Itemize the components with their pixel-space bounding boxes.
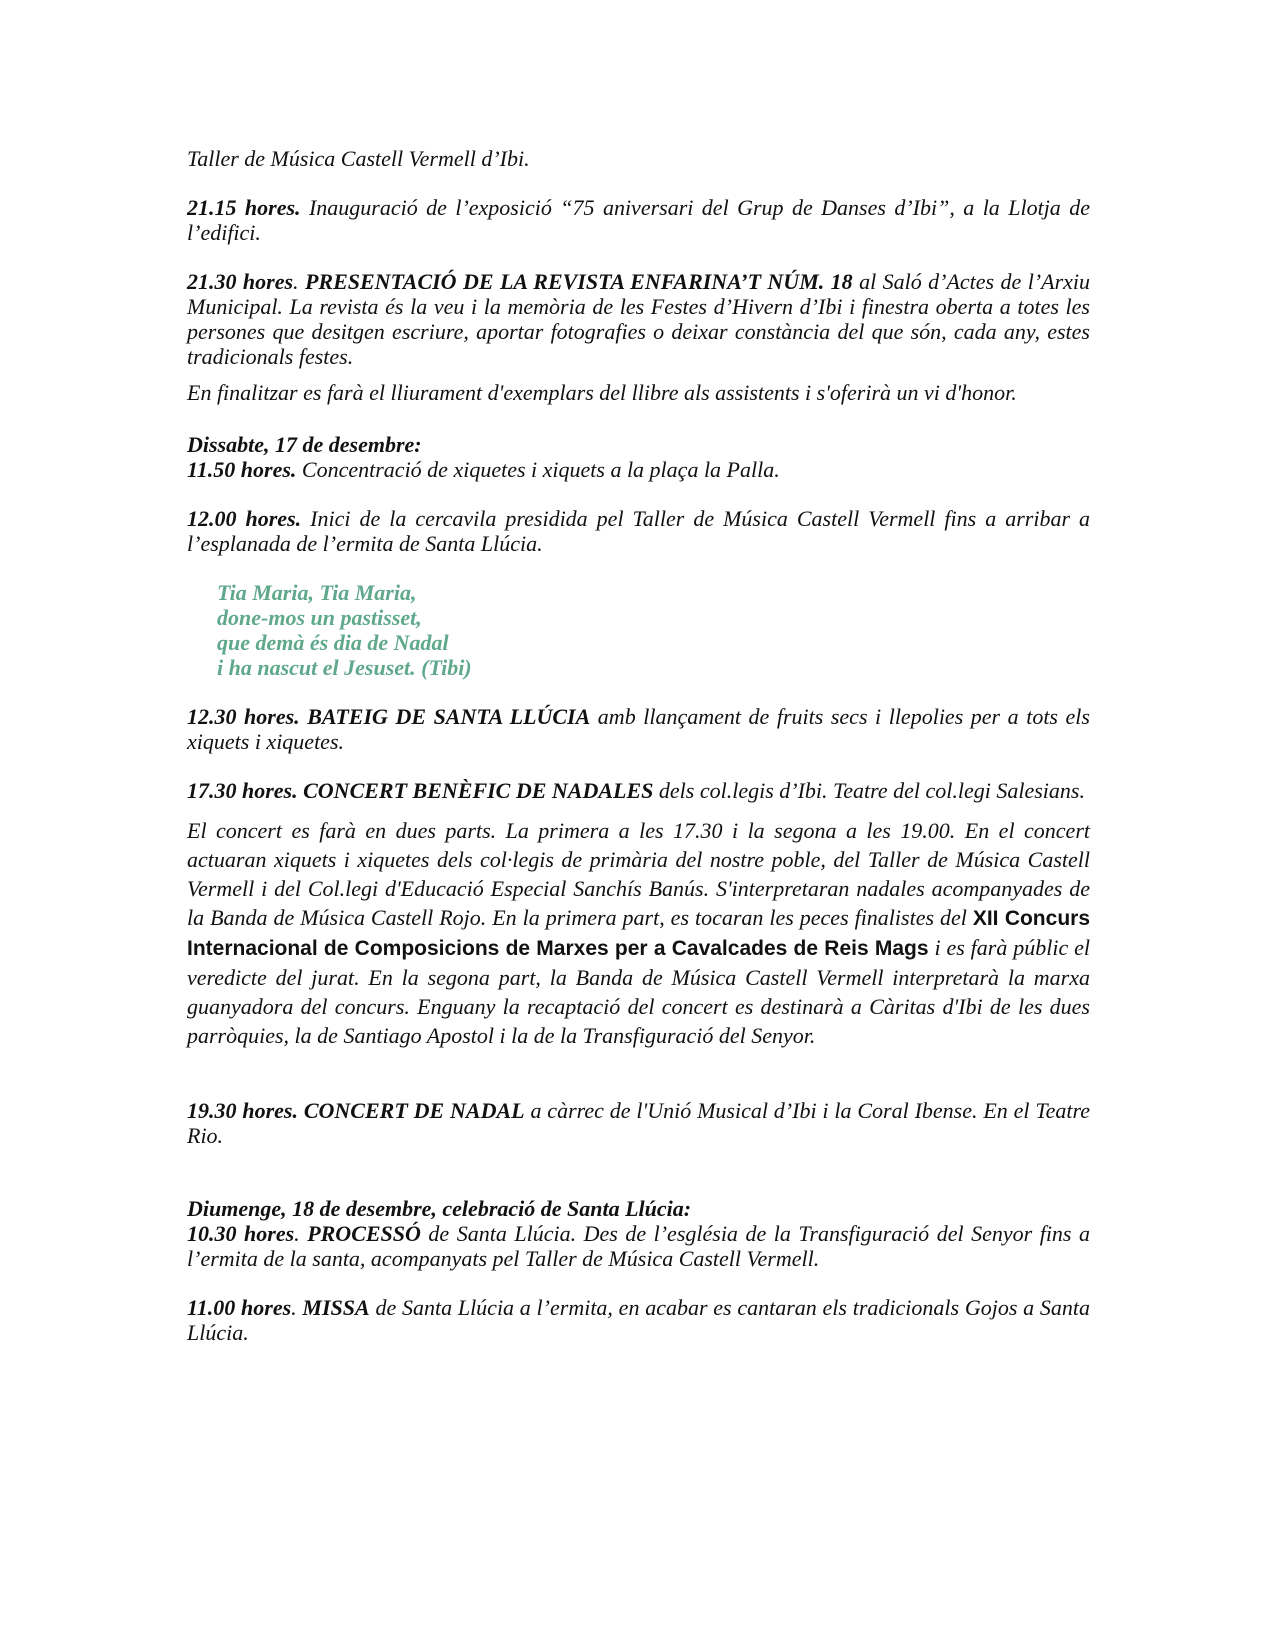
- event-text: Inauguració de l’exposició “75 aniversari del Grup de Danses d’Ibi”, a la Llotja de l’edifici.: [187, 195, 1090, 245]
- event-1150: [187, 457, 1090, 482]
- event-text: a càrrec de l'Unió Musical d’Ibi i la Coral Ibense. En el Teatre Rio.: [187, 1098, 1090, 1148]
- event-text: de Santa Llúcia a l’ermita, en acabar es cantaran els tradicionals Gojos a Santa Llúcia.: [187, 1295, 1090, 1345]
- event-time: 21.15 hores.: [187, 195, 301, 220]
- event-time: 10.30 hores: [187, 1221, 295, 1246]
- poem: [217, 580, 1090, 680]
- concert-description: [187, 816, 1090, 1050]
- event-1200: [187, 506, 1090, 556]
- event-time: 11.00 hores: [187, 1295, 292, 1320]
- event-time: 11.50 hores.: [187, 457, 297, 482]
- event-title: MISSA: [302, 1295, 370, 1320]
- event-1030: [187, 1221, 1090, 1271]
- event-sep: .: [294, 1221, 308, 1246]
- event-text: al Saló d’Actes de l’Arxiu Municipal. La revista és la veu i la memòria de les Festes d’Hivern d’Ibi i finestra oberta a totes les persones que desitgen escriure, aportar fotografies o deixar constància del que són, cada any, estes tradicionals festes.: [187, 269, 1091, 369]
- event-1930: [187, 1098, 1090, 1148]
- event-2130: [187, 269, 1090, 369]
- event-1230: [187, 704, 1090, 754]
- document-page: [187, 146, 1090, 1345]
- event-text: de Santa Llúcia. Des de l’església de la Transfiguració del Senyor fins a l’ermita de la santa, acompanyats pel Taller de Música Castell Vermell.: [187, 1221, 1091, 1271]
- event-2115: [187, 195, 1090, 245]
- poem-line: done-mos un pastisset,: [217, 605, 422, 630]
- event-sep: .: [293, 269, 305, 294]
- event-time: 12.30 hores.: [187, 704, 300, 729]
- event-title: PRESENTACIÓ DE LA REVISTA ENFARINA’T NÚM. 18: [304, 269, 853, 294]
- concert-description-bold: XII Concurs Internacional de Composicions de Marxes per a Cavalcades de Reis Mags: [187, 907, 1090, 960]
- event-title: CONCERT BENÈFIC DE NADALES: [303, 778, 654, 803]
- day-heading-sunday: Diumenge, 18 de desembre, celebració de Santa Llúcia:: [187, 1196, 692, 1221]
- event-2130-note: En finalitzar es farà el lliurament d'exemplars del llibre als assistents i s'oferirà un vi d'honor.: [187, 380, 1017, 405]
- event-time: 21.30 hores: [187, 269, 294, 294]
- event-time: 19.30 hores.: [187, 1098, 298, 1123]
- event-text: dels col.legis d’Ibi. Teatre del col.legi Salesians.: [653, 778, 1085, 803]
- event-sep: .: [291, 1295, 303, 1320]
- event-text: amb llançament de fruits secs i llepolies per a tots els xiquets i xiquetes.: [187, 704, 1090, 754]
- poem-line: i ha nascut el Jesuset. (Tibi): [217, 655, 472, 680]
- intro-line: Taller de Música Castell Vermell d’Ibi.: [187, 146, 530, 171]
- event-title: CONCERT DE NADAL: [303, 1098, 525, 1123]
- concert-description-part2: i es farà públic el veredicte del jurat. En la segona part, la Banda de Música Castell Vermell interpretarà la marxa guanyadora del concurs. Enguany la recaptació del concert es destinarà a Càritas d'Ibi de les dues parròquies, la de Santiago Apostol i la de la Transfiguració del Senyor.: [187, 935, 1090, 1048]
- event-1730: [187, 778, 1090, 803]
- event-text: Inici de la cercavila presidida pel Taller de Música Castell Vermell fins a arribar a l’esplanada de l’ermita de Santa Llúcia.: [187, 506, 1091, 556]
- event-1100: [187, 1295, 1090, 1345]
- event-text: Concentració de xiquetes i xiquets a la plaça la Palla.: [296, 457, 780, 482]
- event-time: 17.30 hores.: [187, 778, 298, 803]
- poem-line: Tia Maria, Tia Maria,: [217, 580, 417, 605]
- concert-description-part1: El concert es farà en dues parts. La primera a les 17.30 i la segona a les 19.00. En el concert actuaran xiquets i xiquetes dels col·legis de primària del nostre poble, del Taller de Música Castell Vermell i del Col.legi d'Educació Especial Sanchís Banús. S'interpretaran nadales acompanyades de la Banda de Música Castell Rojo. En la primera part, es tocaran les peces finalistes del: [187, 818, 1090, 930]
- event-title: BATEIG DE SANTA LLÚCIA: [307, 704, 591, 729]
- event-title: PROCESSÓ: [307, 1221, 421, 1246]
- poem-line: que demà és dia de Nadal: [217, 630, 449, 655]
- day-heading-saturday: Dissabte, 17 de desembre:: [187, 432, 422, 457]
- event-time: 12.00 hores.: [187, 506, 302, 531]
